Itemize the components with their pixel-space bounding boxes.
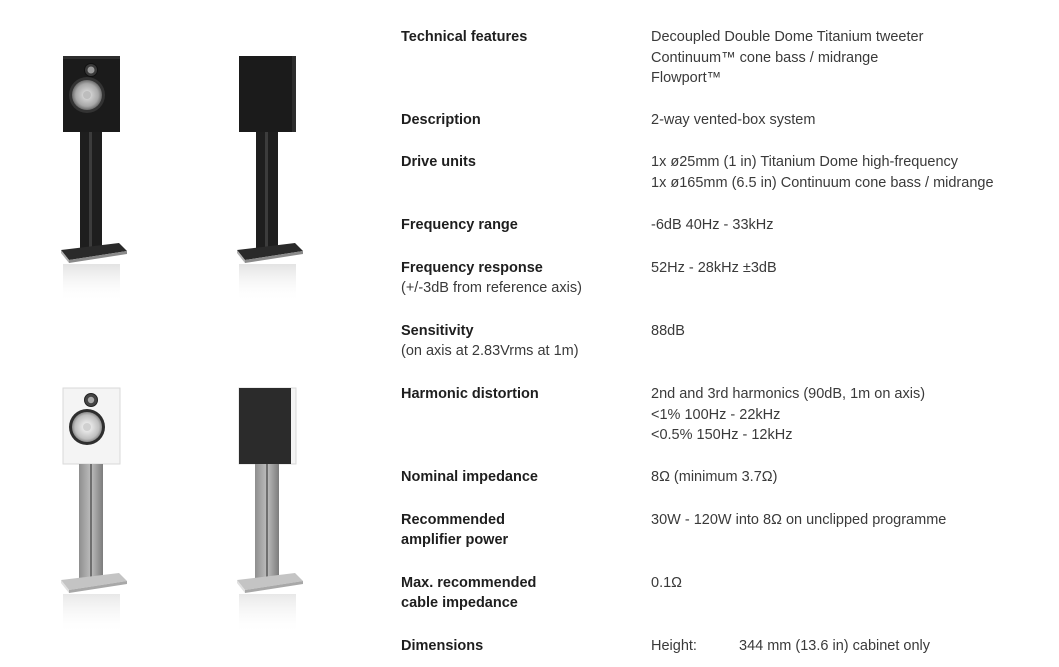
spec-value-sensitivity xyxy=(651,321,685,342)
speaker-white-front-image xyxy=(55,382,130,637)
spec-label-dimensions: Dimensions xyxy=(401,638,484,654)
spec-value-max-cable-impedance xyxy=(651,573,682,594)
spec-value-line: Continuum™ cone bass / midrange xyxy=(651,49,879,66)
spec-value-line: 2-way vented-box system xyxy=(651,112,816,128)
spec-sublabel: (on axis at 2.83Vrms at 1m) xyxy=(401,343,579,359)
spec-value-line: 8Ω (minimum 3.7Ω) xyxy=(651,469,778,485)
speaker-black-front-image xyxy=(55,50,130,305)
spec-value-line: 52Hz - 28kHz ±3dB xyxy=(651,260,777,276)
spec-sublabel: (+/-3dB from reference axis) xyxy=(401,280,582,296)
spec-label-frequency-range: Frequency range xyxy=(401,217,518,233)
spec-value-line: <1% 100Hz - 22kHz xyxy=(651,406,781,423)
spec-label-description: Description xyxy=(401,112,481,128)
spec-label-drive-units: Drive units xyxy=(401,154,476,170)
speaker-white-back-image xyxy=(230,382,310,637)
spec-label-frequency-response: Frequency response (+/-3dB from reference axis) xyxy=(401,260,582,296)
spec-value-frequency-range xyxy=(651,215,774,236)
spec-label-harmonic-distortion: Harmonic distortion xyxy=(401,386,539,402)
spec-value-nominal-impedance xyxy=(651,467,777,488)
spec-value-line: 0.1Ω xyxy=(651,575,682,591)
spec-value-line: 2nd and 3rd harmonics (90dB, 1m on axis) xyxy=(651,386,926,402)
spec-value-frequency-response xyxy=(651,258,777,279)
spec-label-nominal-impedance: Nominal impedance xyxy=(401,469,538,485)
dimension-key-height: Height: xyxy=(651,638,697,654)
spec-value-line: 30W - 120W into 8Ω on unclipped programme xyxy=(651,512,947,528)
spec-value-line: -6dB 40Hz - 33kHz xyxy=(651,217,774,233)
spec-value-line: Flowport™ xyxy=(651,70,722,87)
spec-label-sensitivity: Sensitivity (on axis at 2.83Vrms at 1m) xyxy=(401,323,579,359)
spec-label-max-cable-impedance: Max. recommended cable impedance xyxy=(401,575,537,611)
spec-value-recommended-amplifier-power xyxy=(651,510,946,531)
spec-value-description xyxy=(651,110,815,131)
spec-value-line: 1x ø25mm (1 in) Titanium Dome high-frequency xyxy=(651,154,959,170)
spec-value-harmonic-distortion xyxy=(651,384,925,446)
spec-value-line: <0.5% 150Hz - 12kHz xyxy=(651,427,793,444)
spec-value-technical-features xyxy=(651,27,923,89)
spec-value-drive-units xyxy=(651,152,994,193)
spec-value-line: Decoupled Double Dome Titanium tweeter xyxy=(651,29,924,45)
spec-label-technical-features: Technical features xyxy=(401,29,528,45)
spec-value-line: 88dB xyxy=(651,323,685,339)
dimension-value-height: 344 mm (13.6 in) cabinet only xyxy=(739,638,931,654)
speaker-black-back-image xyxy=(230,50,310,305)
spec-label-recommended-amplifier-power: Recommended amplifier power xyxy=(401,512,509,548)
spec-value-line: 1x ø165mm (6.5 in) Continuum cone bass / midrange xyxy=(651,174,994,191)
